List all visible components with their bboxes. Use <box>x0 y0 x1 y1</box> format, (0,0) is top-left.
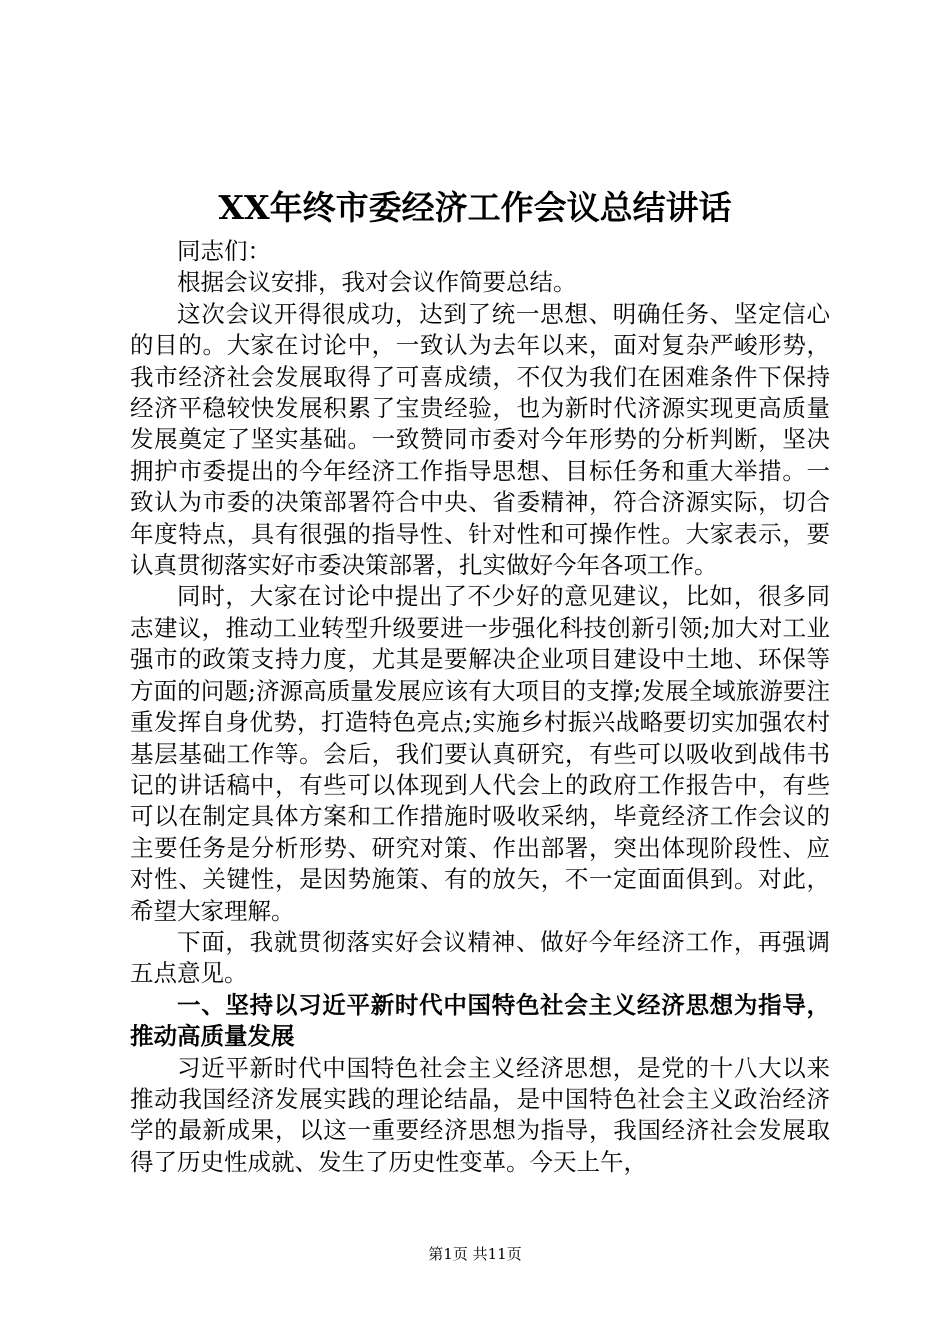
body-paragraph: 这次会议开得很成功，达到了统一思想、明确任务、坚定信心的目的。大家在讨论中，一致认为去年以来，面对复杂严峻形势，我市经济社会发展取得了可喜成绩，不仅为我们在困难条件下保持经济平稳较快发展积累了宝贵经验，也为新时代济源实现更高质量发展奠定了坚实基础。一致赞同市委对今年形势的分析判断，坚决拥护市委提出的今年经济工作指导思想、目标任务和重大举措。一致认为市委的决策部署符合中央、省委精神，符合济源实际，切合年度特点，具有很强的指导性、针对性和可操作性。大家表示，要认真贯彻落实好市委决策部署，扎实做好今年各项工作。 <box>130 299 830 580</box>
document-body <box>130 236 830 1178</box>
body-paragraph: 同时，大家在讨论中提出了不少好的意见建议，比如，很多同志建议，推动工业转型升级要进一步强化科技创新引领;加大对工业强市的政策支持力度，尤其是要解决企业项目建设中土地、环保等方面的问题;济源高质量发展应该有大项目的支撑;发展全域旅游要注重发挥自身优势，打造特色亮点;实施乡村振兴战略要切实加强农村基层基础工作等。会后，我们要认真研究，有些可以吸收到战伟书记的讲话稿中，有些可以体现到人代会上的政府工作报告中，有些可以在制定具体方案和工作措施时吸收采纳，毕竟经济工作会议的主要任务是分析形势、研究对策、作出部署，突出体现阶段性、应对性、关键性，是因势施策、有的放矢，不一定面面俱到。对此，希望大家理解。 <box>130 582 830 925</box>
document-title: XX年终市委经济工作会议总结讲话 <box>218 188 732 227</box>
page-footer: 第1页 共11页 <box>428 1245 522 1263</box>
body-paragraph: 下面，我就贯彻落实好会议精神、做好今年经济工作，再强调五点意见。 <box>130 927 830 988</box>
salutation-paragraph: 同志们： <box>177 237 271 265</box>
body-paragraph: 习近平新时代中国特色社会主义经济思想，是党的十八大以来推动我国经济发展实践的理论结晶，是中国特色社会主义政治经济学的最新成果，以这一重要经济思想为指导，我国经济社会发展取得了历史性成就、发生了历史性变革。今天上午， <box>130 1053 830 1176</box>
section-heading: 一、坚持以习近平新时代中国特色社会主义经济思想为指导，推动高质量发展 <box>130 990 830 1051</box>
intro-paragraph: 根据会议安排，我对会议作简要总结。 <box>177 268 577 297</box>
